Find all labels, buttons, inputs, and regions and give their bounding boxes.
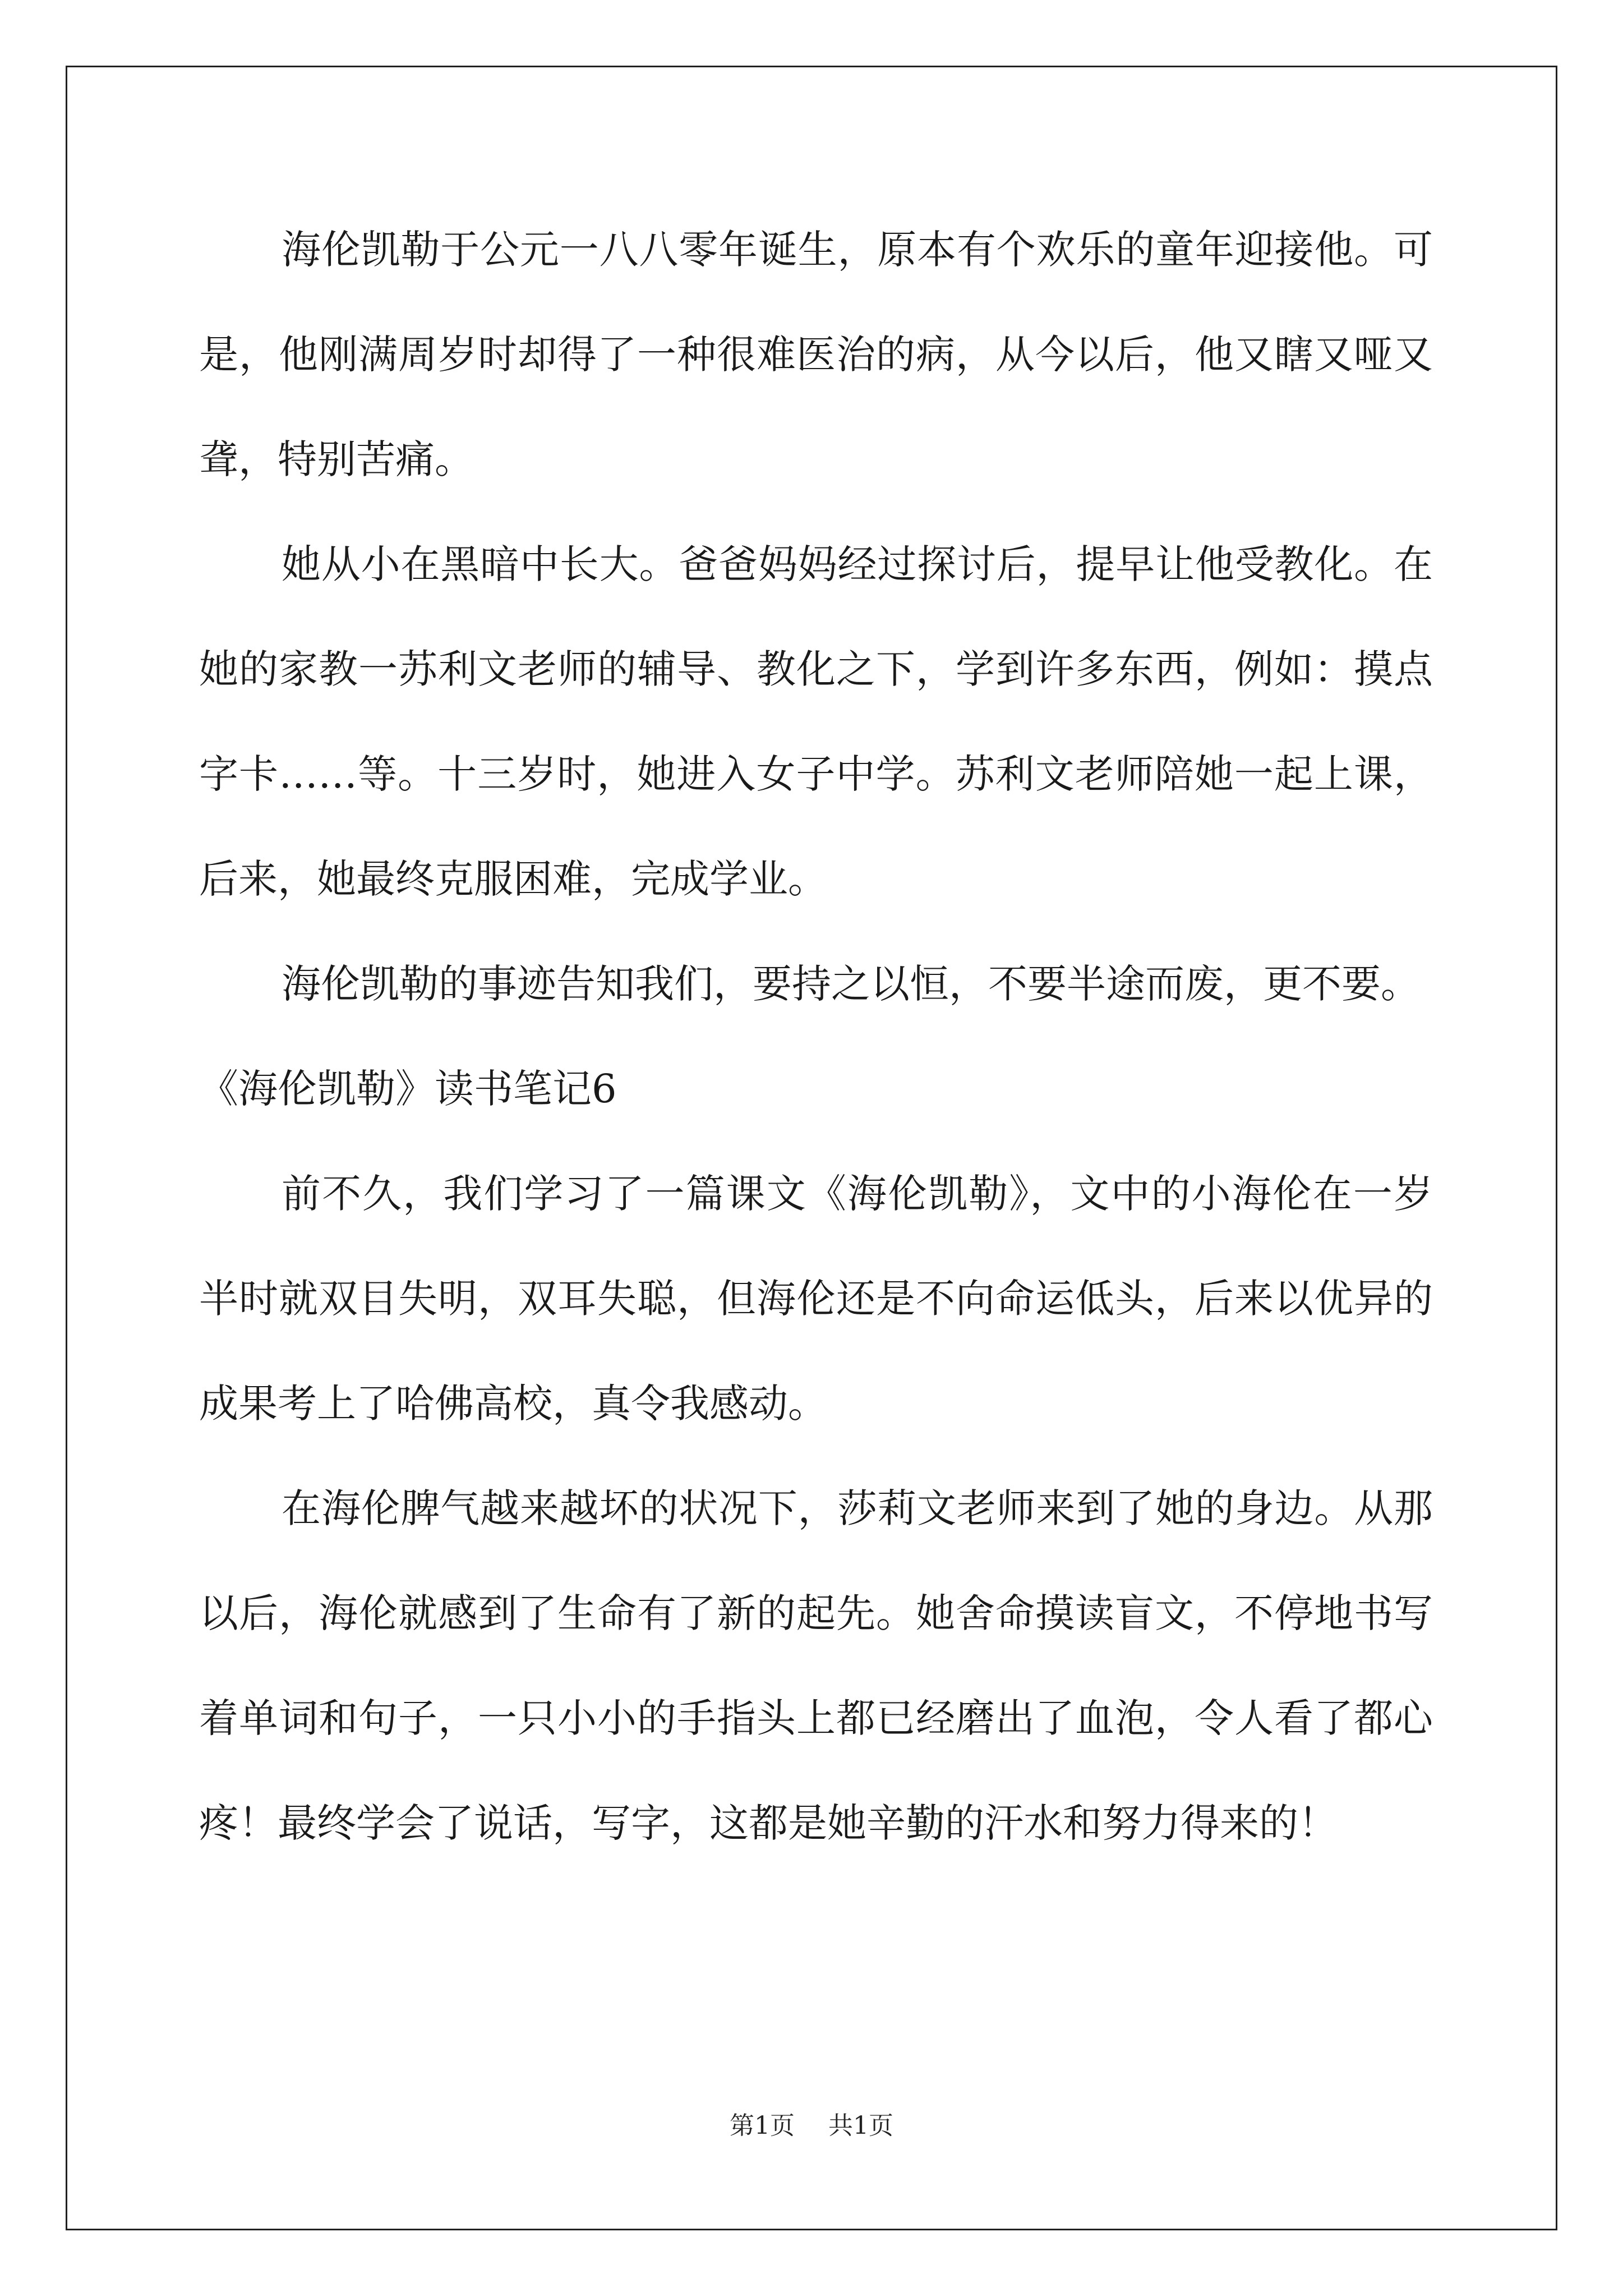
page-footer bbox=[0, 2109, 1623, 2143]
paragraph: 前不久，我们学习了一篇课文《海伦凯勒》，文中的小海伦在一岁半时就双目失明，双耳失聪，但海伦还是不向命运低头，后来以优异的成果考上了哈佛高校，真令我感动。 bbox=[199, 1171, 1433, 1427]
paragraph: 海伦凯勒的事迹告知我们，要持之以恒，不要半途而废，更不要。 bbox=[282, 961, 1420, 1007]
page-number: 第1页 bbox=[730, 2111, 795, 2140]
paragraph: 她从小在黑暗中长大。爸爸妈妈经过探讨后，提早让他受教化。在她的家教一苏利文老师的辅导、教化之下，学到许多东西，例如：摸点字卡……等。十三岁时，她进入女子中学。苏利文老师陪她一起上课，后来，她最终克服困难，完成学业。 bbox=[199, 541, 1433, 902]
section-heading: 《海伦凯勒》读书笔记6 bbox=[199, 1066, 617, 1112]
paragraph: 在海伦脾气越来越坏的状况下，莎莉文老师来到了她的身边。从那以后，海伦就感到了生命有了新的起先。她舍命摸读盲文，不停地书写着单词和句子，一只小小的手指头上都已经磨出了血泡，令人看了都心疼！最终学会了说话，写字，这都是她辛勤的汗水和努力得来的！ bbox=[199, 1485, 1433, 1846]
page-total: 共1页 bbox=[828, 2111, 893, 2140]
document-body bbox=[199, 197, 1433, 1876]
paragraph: 海伦凯勒于公元一八八零年诞生，原本有个欢乐的童年迎接他。可是，他刚满周岁时却得了一种很难医治的病，从今以后，他又瞎又哑又聋，特别苦痛。 bbox=[199, 227, 1433, 482]
